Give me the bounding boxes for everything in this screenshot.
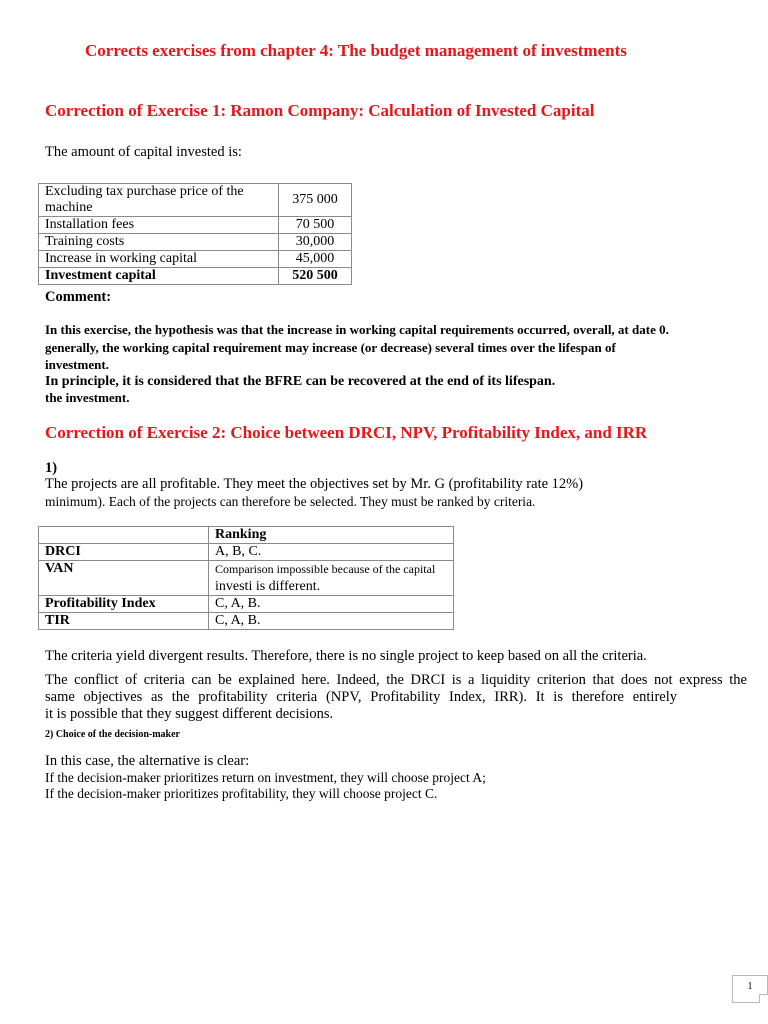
document-title: Corrects exercises from chapter 4: The budget management of investments [85, 41, 627, 60]
divergent-results-text: The criteria yield divergent results. Therefore, there is no single project to keep based on all the criteria. [45, 648, 647, 664]
table-cell-label: Investment capital [39, 268, 279, 285]
table-cell-ranking: C, A, B. [209, 596, 454, 613]
comment-line: In principle, it is considered that the BFRE can be recovered at the end of its lifespan. [45, 374, 556, 389]
table-row-total [39, 268, 352, 285]
table-cell-ranking-note: Comparison impossible because of the capital [215, 562, 436, 576]
invested-capital-table [38, 183, 352, 285]
comment-line: investment. [45, 357, 109, 372]
table-cell-criterion: DRCI [39, 544, 209, 561]
table-row [39, 184, 352, 217]
table-cell-ranking-text: investi is different. [215, 579, 321, 594]
conflict-line: The conflict of criteria can be explained here. Indeed, the DRCI is a liquidity criterion that does not express the [45, 672, 747, 688]
table-row [39, 544, 454, 561]
table-row [39, 234, 352, 251]
exercise-1-intro: The amount of capital invested is: [45, 144, 242, 160]
comment-label: Comment: [45, 289, 112, 305]
comment-line: the investment. [45, 390, 130, 405]
criteria-ranking-table [38, 526, 454, 630]
alternative-intro: In this case, the alternative is clear: [45, 753, 250, 769]
table-cell-label: Increase in working capital [39, 251, 279, 268]
table-header-ranking: Ranking [209, 527, 454, 544]
page-number: 1 [747, 981, 753, 992]
alternative-line: If the decision-maker prioritizes profitability, they will choose project C. [45, 786, 438, 801]
comment-line: In this exercise, the hypothesis was that the increase in working capital requirements occurred, overall, at date 0. [45, 322, 669, 337]
table-header-empty [39, 527, 209, 544]
alternative-line: If the decision-maker prioritizes return on investment, they will choose project A; [45, 770, 486, 785]
table-cell-criterion: TIR [39, 613, 209, 630]
exercise-1-heading: Correction of Exercise 1: Ramon Company: Calculation of Invested Capital [45, 101, 595, 120]
table-cell-label: Installation fees [39, 217, 279, 234]
table-cell-criterion: VAN [39, 561, 209, 596]
part-1-label: 1) [45, 460, 58, 476]
table-cell-label: Training costs [39, 234, 279, 251]
table-cell-ranking [209, 561, 454, 596]
conflict-line: same objectives as the profitability criteria (NPV, Profitability Index, IRR). It is therefore entirely [45, 689, 677, 705]
table-cell-ranking: C, A, B. [209, 613, 454, 630]
part-1-line: The projects are all profitable. They meet the objectives set by Mr. G (profitability rate 12%) [45, 476, 584, 492]
table-row [39, 596, 454, 613]
table-cell-value: 30,000 [279, 234, 352, 251]
table-row [39, 217, 352, 234]
table-cell-value: 520 500 [279, 268, 352, 285]
table-cell-label: Excluding tax purchase price of the machine [39, 184, 279, 217]
table-cell-value: 375 000 [279, 184, 352, 217]
table-row [39, 561, 454, 596]
table-cell-value: 70 500 [279, 217, 352, 234]
page-fold-icon [759, 994, 768, 1003]
exercise-2-heading: Correction of Exercise 2: Choice between DRCI, NPV, Profitability Index, and IRR [45, 423, 648, 442]
page-number-box [732, 975, 768, 1003]
comment-line: generally, the working capital requirement may increase (or decrease) several times over the lifespan of [45, 340, 616, 355]
table-row [39, 251, 352, 268]
part-1-line: minimum). Each of the projects can therefore be selected. They must be ranked by criteria. [45, 494, 536, 509]
table-cell-ranking: A, B, C. [209, 544, 454, 561]
part-2-label: 2) Choice of the decision-maker [45, 729, 180, 740]
table-row [39, 613, 454, 630]
table-cell-criterion: Profitability Index [39, 596, 209, 613]
conflict-line: it is possible that they suggest different decisions. [45, 706, 334, 722]
table-header-row [39, 527, 454, 544]
table-cell-value: 45,000 [279, 251, 352, 268]
